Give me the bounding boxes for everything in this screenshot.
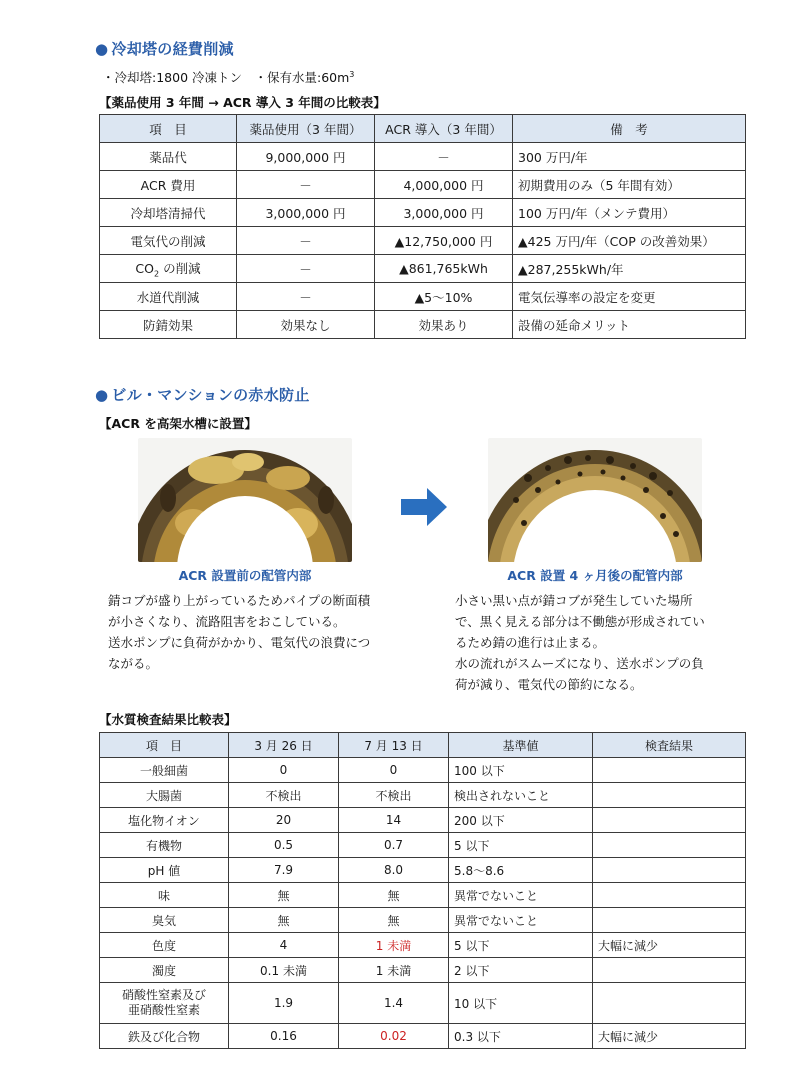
heading-text: ビル・マンションの赤水防止 (111, 386, 310, 404)
table-cell: 不検出 (229, 783, 339, 808)
row-label: 有機物 (100, 833, 229, 858)
table-cell: 0.1 未満 (229, 958, 339, 983)
column-header: 備 考 (513, 115, 746, 143)
table-cell (593, 808, 746, 833)
before-line: ながる。 (108, 656, 159, 671)
water-quality-table (99, 732, 746, 1049)
row-label: 水道代削減 (100, 283, 237, 311)
spec-superscript: 3 (349, 69, 355, 79)
table-row (100, 808, 746, 833)
co2-subscript: 2 (154, 269, 160, 279)
table-cell: ▲12,750,000 円 (375, 227, 513, 255)
after-line: 水の流れがスムーズになり、送水ポンプの負 (455, 656, 704, 671)
before-line: 送水ポンプに負荷がかかり、電気代の浪費につ (108, 635, 371, 650)
table-cell: ▲425 万円/年（COP の改善効果） (513, 227, 746, 255)
table-cell: 9,000,000 円 (237, 143, 375, 171)
row-label: ACR 費用 (100, 171, 237, 199)
table-cell: 初期費用のみ（5 年間有効） (513, 171, 746, 199)
table-cell: 100 以下 (449, 758, 593, 783)
table-cell: － (237, 171, 375, 199)
table-row (100, 883, 746, 908)
table-cell: 1 未満 (339, 933, 449, 958)
co2-suffix: の削減 (159, 260, 201, 276)
table-cell: 0.5 (229, 833, 339, 858)
bullet-icon: ● (95, 386, 109, 404)
table-cell: 100 万円/年（メンテ費用） (513, 199, 746, 227)
table-cell (593, 758, 746, 783)
table-cell: 1.9 (229, 983, 339, 1024)
column-header: ACR 導入（3 年間） (375, 115, 513, 143)
table-cell (593, 783, 746, 808)
table-cell: 設備の延命メリット (513, 311, 746, 339)
table-cell: 5 以下 (449, 833, 593, 858)
table-cell: ▲861,765kWh (375, 255, 513, 283)
table-row (100, 908, 746, 933)
table-row (100, 833, 746, 858)
table-cell: 14 (339, 808, 449, 833)
row-label: 塩化物イオン (100, 808, 229, 833)
table-row (100, 758, 746, 783)
row-label: 冷却塔清掃代 (100, 199, 237, 227)
before-line: が小さくなり、流路阻害をおこしている。 (108, 614, 346, 629)
row-label: 色度 (100, 933, 229, 958)
row-label: pH 値 (100, 858, 229, 883)
table-cell: 検出されないこと (449, 783, 593, 808)
table-cell (593, 908, 746, 933)
table-row (100, 783, 746, 808)
table-cell: 電気伝導率の設定を変更 (513, 283, 746, 311)
column-header: 基準値 (449, 733, 593, 758)
cooling-tower-spec (102, 68, 354, 86)
table-cell: － (375, 143, 513, 171)
after-description (455, 590, 755, 695)
row-label: 鉄及び化合物 (100, 1024, 229, 1049)
row-label: 硝酸性窒素及び 亜硝酸性窒素 (100, 983, 229, 1024)
table-header-row (100, 733, 746, 758)
table-cell: 7.9 (229, 858, 339, 883)
column-header: 検査結果 (593, 733, 746, 758)
acr-install-subheading: 【ACR を高架水槽に設置】 (99, 416, 257, 431)
table-cell: 0.02 (339, 1024, 449, 1049)
table-cell (593, 958, 746, 983)
table-cell: － (237, 227, 375, 255)
heading-text: 冷却塔の経費削減 (111, 40, 234, 58)
table-cell: 300 万円/年 (513, 143, 746, 171)
table-cell: ▲5～10% (375, 283, 513, 311)
row-label: 味 (100, 883, 229, 908)
table-row (100, 311, 746, 339)
comparison-table-title: 【薬品使用 3 年間 → ACR 導入 3 年間の比較表】 (99, 95, 386, 110)
after-caption: ACR 設置 4 ヶ月後の配管内部 (507, 568, 683, 583)
table-cell: 無 (339, 883, 449, 908)
column-header: 項 目 (100, 115, 237, 143)
table-cell (593, 858, 746, 883)
table-cell: 0.3 以下 (449, 1024, 593, 1049)
table-row (100, 283, 746, 311)
row-label: 防錆効果 (100, 311, 237, 339)
after-line: 小さい黒い点が錆コブが発生していた場所 (455, 593, 693, 608)
table-cell: 3,000,000 円 (237, 199, 375, 227)
before-line: 錆コブが盛り上がっているためパイプの断面積 (108, 593, 371, 608)
row-label: 一般細菌 (100, 758, 229, 783)
table-cell: 無 (229, 883, 339, 908)
table-row (100, 983, 746, 1024)
table-cell: 20 (229, 808, 339, 833)
row-label: 大腸菌 (100, 783, 229, 808)
table-cell: 大幅に減少 (593, 1024, 746, 1049)
table-row (100, 255, 746, 283)
table-cell: 異常でないこと (449, 908, 593, 933)
section-heading-red-water (95, 384, 310, 405)
table-cell: － (237, 255, 375, 283)
table-cell: 5.8～8.6 (449, 858, 593, 883)
spec-text: ・冷却塔:1800 冷凍トン ・保有水量:60m (102, 70, 350, 85)
table-cell: 5 以下 (449, 933, 593, 958)
after-line: 荷が減り、電気代の節約になる。 (455, 677, 643, 692)
table-row (100, 958, 746, 983)
table-cell (593, 983, 746, 1024)
right-arrow-icon (401, 488, 447, 526)
table-cell: － (237, 283, 375, 311)
table-cell: 大幅に減少 (593, 933, 746, 958)
column-header: 7 月 13 日 (339, 733, 449, 758)
table-cell (593, 883, 746, 908)
pipe-before-photo (138, 438, 352, 562)
column-header: 項 目 (100, 733, 229, 758)
cost-comparison-table (99, 114, 746, 339)
table-cell: 0 (229, 758, 339, 783)
table-cell: 200 以下 (449, 808, 593, 833)
table-cell: 効果なし (237, 311, 375, 339)
table-row (100, 227, 746, 255)
table-cell: 4,000,000 円 (375, 171, 513, 199)
table-cell: 0.16 (229, 1024, 339, 1049)
table-header-row (100, 115, 746, 143)
bullet-icon: ● (95, 40, 109, 58)
table-cell: 異常でないこと (449, 883, 593, 908)
table-cell: 0 (339, 758, 449, 783)
table-cell: 10 以下 (449, 983, 593, 1024)
table-cell: ▲287,255kWh/年 (513, 255, 746, 283)
before-description (108, 590, 408, 674)
table-cell: 1 未満 (339, 958, 449, 983)
section-heading-cooling-tower (95, 38, 234, 59)
before-caption: ACR 設置前の配管内部 (178, 568, 312, 583)
row-label: 臭気 (100, 908, 229, 933)
column-header: 薬品使用（3 年間） (237, 115, 375, 143)
table-row (100, 858, 746, 883)
water-quality-table-title: 【水質検査結果比較表】 (99, 712, 237, 727)
table-cell: 2 以下 (449, 958, 593, 983)
table-cell: 4 (229, 933, 339, 958)
row-label: 濁度 (100, 958, 229, 983)
table-cell: 無 (339, 908, 449, 933)
table-cell: 効果あり (375, 311, 513, 339)
table-cell: 1.4 (339, 983, 449, 1024)
co2-text: CO (135, 260, 154, 276)
table-cell: 不検出 (339, 783, 449, 808)
table-row (100, 199, 746, 227)
table-cell: 無 (229, 908, 339, 933)
table-cell: 0.7 (339, 833, 449, 858)
after-line: るため錆の進行は止まる。 (455, 635, 606, 650)
row-label: 電気代の削減 (100, 227, 237, 255)
table-row (100, 143, 746, 171)
column-header: 3 月 26 日 (229, 733, 339, 758)
after-line: で、黒く見える部分は不働態が形成されてい (455, 614, 705, 629)
table-row (100, 933, 746, 958)
table-cell: 3,000,000 円 (375, 199, 513, 227)
row-label: 薬品代 (100, 143, 237, 171)
table-row (100, 1024, 746, 1049)
row-label (100, 255, 237, 283)
pipe-after-photo (488, 438, 702, 562)
table-row (100, 171, 746, 199)
table-cell (593, 833, 746, 858)
table-cell: 8.0 (339, 858, 449, 883)
